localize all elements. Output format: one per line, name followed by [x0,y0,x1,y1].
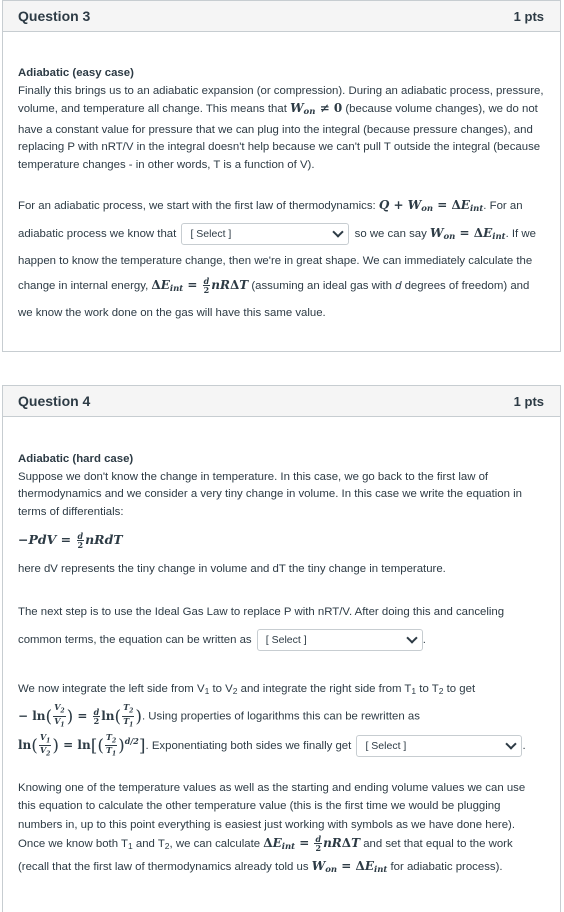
q3-select-adiabatic-condition[interactable] [181,223,349,245]
q4-para4: We now integrate the left side from $V_1$ to $V_2$ and integrate the right side from $T_1$ to $T_2$ to get − ln( $\frac{V_2}{V_1}$ ) = $\frac{d}{2}$ ln( $\frac{T_2}{T_1}$ ). Using properties of logarithms this can be rewritten as ln( $\frac{V_1}{V_2}$ ) = ln[( $\frac{T_2}{T_1}$ )$^{d/2}$]. Exponentiating both sides we finally get [ Select ] . [18,683,526,758]
q4-para5-text-b: and T [132,838,165,851]
q4-subheading: Adiabatic (hard case) [18,453,134,465]
t1-subscript: 1 [411,686,417,696]
q4-para4-text-f: . Using properties of logarithms this can be rewritten as [141,710,420,723]
q4-para4-text-g: . Exponentiating both sides we finally get [145,740,352,753]
math-integrated-form: − ln( $\frac{V_2}{V_1}$ ) = $\frac{d}{2}$ ln( $\frac{T_2}{T_1}$ ) [18,702,142,729]
q3-para2 [18,193,545,325]
math-w-on-not-zero: $W_{on} \ne 0$ [290,101,343,117]
q4-para4-text-a: We now integrate the left side from V [18,683,205,695]
q4-para5-text-d: and set that equal to the work (recall that the first law of thermodynamics already told us [18,838,513,873]
q4-para2: here dV represents the tiny change in volume and dT the tiny change in temperature. [18,562,446,575]
q3-para1-text-a: Finally this brings us to an adiabatic expansion (or compression). During an adiabatic process, pressure, volume, and temperature all change. This means that [18,84,544,115]
q3-subheading: Adiabatic (easy case) [18,67,134,79]
t2-subscript: 2 [438,686,444,696]
q4-para4-text-d: to T [416,683,439,695]
q4-para5 [18,779,545,880]
q3-intro [18,65,545,174]
chevron-down-icon [406,632,417,643]
t2-subscript-b: 2 [164,841,170,852]
q4-differential-eq [18,531,545,551]
q4-para3: The next step is to use the Ideal Gas Law to replace P with nRT/V. After doing this and canceling common terms, the equation can be written as [ Select ] . [18,598,545,654]
q3-select-label: [ Select ] [190,227,232,240]
q4-select-final-relation[interactable] [356,735,522,757]
chevron-down-icon [333,226,344,237]
math-log-rewritten: ln( $\frac{V_1}{V_2}$ ) = ln[( $\frac{T_2}{T_1}$ )$^{d/2}$] [18,731,146,758]
q3-para2-text-a: For an adiabatic process, we start with the first law of thermodynamics: [18,200,379,212]
q4-select-differential-form[interactable] [257,629,423,651]
q4-para5-text-c: , we can calculate [169,838,264,851]
q3-para2-d-italic: d [395,280,402,292]
question-4-points: 1 pts [513,393,544,409]
q4-para5-text-a: Knowing one of the temperature values as well as the starting and ending volume values we can use this equation to calculate the other temperature value (this is the first time we would be plugging numbers in, up to this point everything is easiest just working with symbols as we have done here). Once we know both T [18,781,526,851]
math-delta-e-formula-2: $\Delta E_{int}$ = $\frac{d}{2}$ nRΔT [263,834,361,854]
q4-select2-label: [ Select ] [265,633,307,646]
q4-select3-label: [ Select ] [365,740,407,753]
q4-para5-text-e: for adiabatic process). [387,860,503,873]
question-3-title: Question 3 [18,8,91,24]
q3-para2-text-e: (assuming an ideal gas with [248,280,396,292]
q3-para2-text-b: . For an adiabatic process we know that [18,200,523,240]
math-first-law: $Q + W_{on} = \Delta E_{int}$ [378,198,484,214]
q3-para2-text-d: . If we happen to know the temperature change, then we're in great shape. We can immediately calculate the change in internal energy, [18,228,536,292]
q3-para2-text-g: degrees of freedom) and we know the work done on the gas will have this same value. [18,280,530,319]
math-differential-first-law: −PdV = $\frac{d}{2}$ nRdT [18,531,123,550]
q4-para4-text-b: to V [209,683,233,695]
t1-subscript-b: 1 [127,841,133,852]
question-3-card [2,0,561,352]
q4-intro [18,451,545,521]
v2-subscript: 2 [232,686,238,696]
q3-para1-text-b: (because volume changes), we do not have a constant value for pressure that we can plug into the integral (because pressure changes), and replacing P with nRT/V in the integral doesn't help because we can't pull T outside the integral (because temperature changes - in other words, T is a function of V). [18,103,541,171]
chevron-down-icon [506,739,517,750]
math-w-on-eq-delta-e: $W_{on} = \Delta E_{int}$ [429,226,506,242]
q4-para3-text: The next step is to use the Ideal Gas Law to replace P with nRT/V. After doing this and canceling common terms, the equation can be written as [18,606,505,646]
question-4-header [3,386,560,417]
v1-subscript: 1 [204,686,210,696]
math-delta-e-formula: $\Delta E_{int}$ = $\frac{d}{2}$ nRΔT [151,276,249,295]
q4-para4-text-c: and integrate the right side from T [237,683,412,695]
question-4-card [2,385,561,912]
question-3-points: 1 pts [513,8,544,24]
question-4-title: Question 4 [18,393,91,409]
math-w-on-eq-delta-e-2: $W_{on} = \Delta E_{int}$ [311,858,388,875]
q4-para1-text: Suppose we don't know the change in temperature. In this case, we go back to the first law of thermodynamics and we consider a very tiny change in volume. In this case we write the equation in terms of differentials: [18,470,522,518]
q3-para2-text-c: so we can say [354,228,430,240]
question-3-header [3,1,560,32]
q4-para4-text-e: to get [443,683,476,695]
